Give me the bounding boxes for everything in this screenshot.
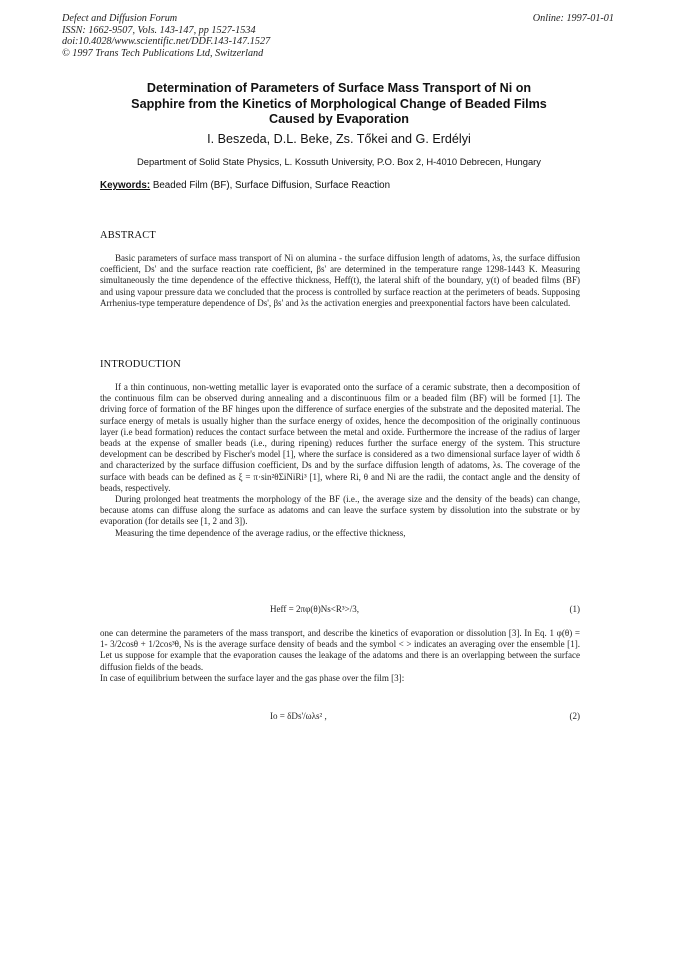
paper-authors: I. Beszeda, D.L. Beke, Zs. Tőkei and G. Erdélyi	[207, 132, 471, 146]
keywords-list: Beaded Film (BF), Surface Diffusion, Surface Reaction	[150, 180, 391, 191]
intro-paragraph-4: one can determine the parameters of the mass transport, and describe the kinetics of evaporation or dissolution [3]. In Eq. 1 φ(θ) = 1- 3/2cosθ + 1/2cos³θ, Ns is the average surface density of beads and the symbol < > indicates an averaging over the ensemble [1]. Let us suppose for example that the evaporation causes the leakage of the adatoms and there is an overlapping between the surface diffusion fields of the beads.	[100, 628, 580, 672]
keywords-label: Keywords:	[100, 180, 151, 191]
journal-name: Defect and Diffusion Forum	[62, 13, 178, 24]
title-line: Sapphire from the Kinetics of Morphological Change of Beaded Films	[131, 96, 547, 111]
journal-header	[62, 13, 270, 59]
paper-affiliation: Department of Solid State Physics, L. Kossuth University, P.O. Box 2, H-4010 Debrecen, Hungary	[136, 156, 541, 167]
abstract-body	[100, 253, 580, 309]
introduction-heading: INTRODUCTION	[100, 359, 181, 370]
paper-title	[62, 81, 616, 128]
equation-2-number: (2)	[569, 711, 580, 721]
online-date: Online: 1997-01-01	[532, 13, 614, 24]
journal-issn: ISSN: 1662-9507, Vols. 143-147, pp 1527-1534	[62, 24, 256, 36]
equation-2-text: Io = δDs'/ωλs² ,	[270, 711, 327, 721]
title-line: Determination of Parameters of Surface Mass Transport of Ni on	[146, 81, 532, 95]
introduction-body	[100, 382, 580, 539]
equation-1-number: (1)	[569, 604, 580, 614]
intro-paragraph-3: Measuring the time dependence of the average radius, or the effective thickness,	[115, 527, 406, 538]
introduction-body-continued	[100, 628, 580, 684]
abstract-heading: ABSTRACT	[100, 230, 156, 241]
intro-paragraph-1: If a thin continuous, non-wetting metallic layer is evaporated onto the surface of a ceramic substrate, then a decomposition of the continuous film can be observed during annealing and a discontinuous film or a beaded film (BF) will be formed [1]. The driving force of formation of the BF hinges upon the difference of surface energies of the substrate and the deposited material. The surface energy of metals is usually higher than the surface energy of oxides, hence the decomposition of the originally continuous layer (i.e bead formation) reduces the contact surface between the metal and oxide. Furthermore the increase of the radius of larger beads at the expense of smaller beads (i.e., during ripening) reduces further the surface energy of the system. This structure development can be described by Fischer's model [1], where the surface is considered as a two dimensional surface layer of width δ and characterized by the surface diffusion coefficient, Ds and by the surface diffusion length of adatoms, λs. The coverage of the surface with beads can be defined as ξ = π·sin²θΣiNiRi³ [1], where Ri, θ and Ni are the radii, the contact angle and the density of beads, respectively.	[100, 382, 580, 493]
abstract-text: Basic parameters of surface mass transport of Ni on alumina - the surface diffusion length of adatoms, λs, the surface diffusion coefficient, Ds' and the surface reaction rate coefficient, βs' are determined in the temperature range 1298-1443 K. Measuring simultaneously the time dependence of the effective thickness, Heff(t), the lateral shift of the boundary, y(t) of beaded films (BF) and using vapour pressure data we concluded that the process is controlled by surface reaction at the perimeters of beads. Supposing Arrhenius-type temperature dependence of Ds', βs' and λs the activation energies and preexponential factors have been calculated.	[100, 253, 580, 308]
title-line: Caused by Evaporation	[269, 112, 409, 126]
journal-doi: doi:10.4028/www.scientific.net/DDF.143-147.1527	[62, 36, 271, 47]
equation-1-text: Heff = 2πφ(θ)Ns<R³>/3,	[270, 604, 360, 614]
paper-keywords	[100, 180, 390, 191]
journal-copyright: © 1997 Trans Tech Publications Ltd, Switzerland	[62, 47, 264, 59]
intro-paragraph-5: In case of equilibrium between the surface layer and the gas phase over the film [3]:	[100, 672, 405, 683]
intro-paragraph-2: During prolonged heat treatments the morphology of the BF (i.e., the average size and the density of the beads) can change, because atoms can diffuse along the surface as adatoms and can leave the surface system by dissolution into the substrate or by evaporation (for details see [1, 2 and 3]).	[100, 494, 580, 527]
